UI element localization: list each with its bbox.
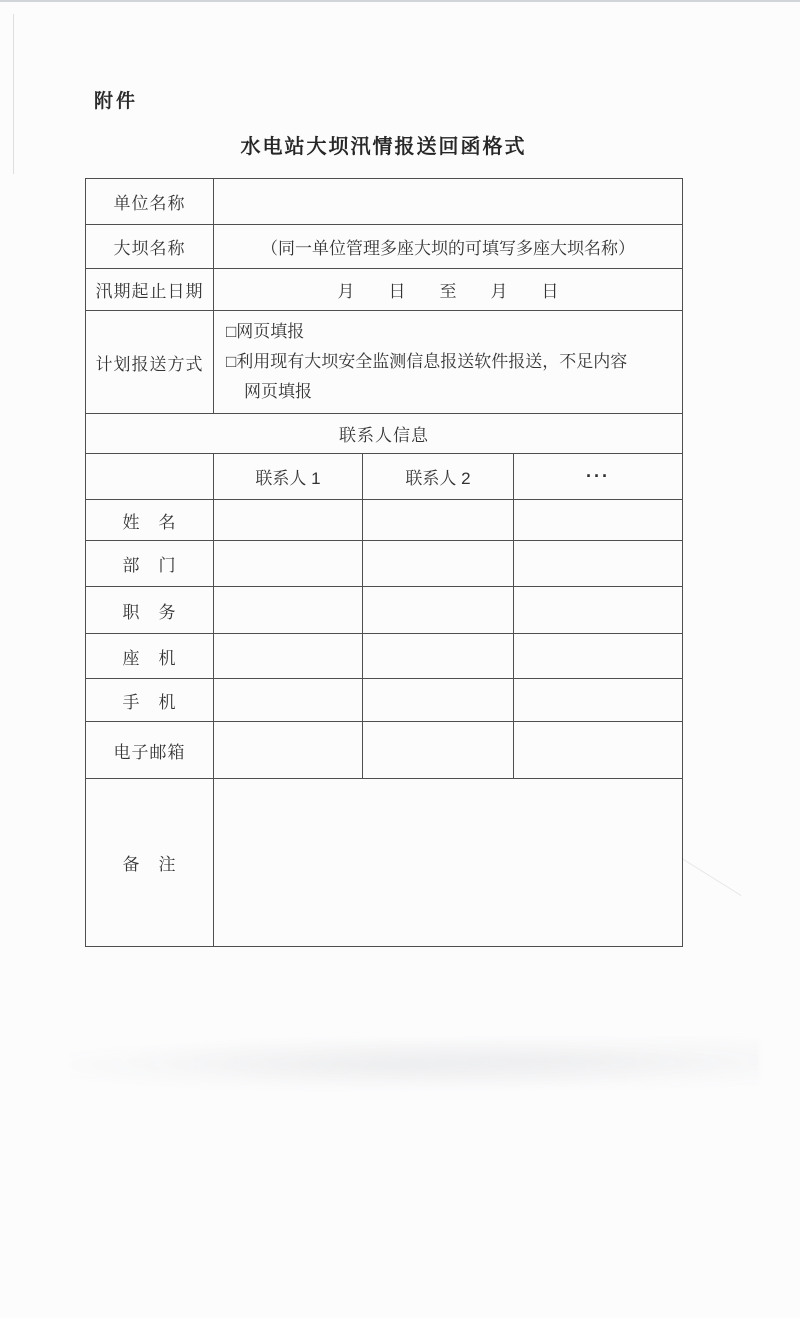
name-contact1-blank-cell	[214, 500, 363, 541]
landline-contact2-blank-cell	[363, 634, 514, 679]
contact-columns-blank-corner	[86, 454, 214, 500]
row-contact-name	[86, 500, 683, 541]
contacts-section-title: 联系人信息	[86, 414, 683, 454]
department-contact1-blank-cell	[214, 541, 363, 587]
row-flood-period	[86, 269, 683, 311]
row-remark	[86, 779, 683, 947]
name-contact3-blank-cell	[514, 500, 683, 541]
email-field-label: 电子邮箱	[86, 722, 214, 779]
scan-artifact-top-edge	[0, 0, 800, 2]
landline-field-label: 座 机	[86, 634, 214, 679]
more-contacts-ellipsis: ···	[514, 454, 683, 500]
checkbox-option-web-report: □网页填报	[226, 322, 305, 341]
mobile-field-label: 手 机	[86, 679, 214, 722]
scan-artifact-diagonal-mark	[681, 858, 741, 896]
position-field-label: 职 务	[86, 587, 214, 634]
row-contact-mobile	[86, 679, 683, 722]
name-contact2-blank-cell	[363, 500, 514, 541]
remark-label: 备 注	[86, 779, 214, 947]
email-contact3-blank-cell	[514, 722, 683, 779]
mobile-contact1-blank-cell	[214, 679, 363, 722]
report-method-label: 计划报送方式	[86, 311, 214, 414]
row-unit-name	[86, 179, 683, 225]
row-contact-landline	[86, 634, 683, 679]
attachment-label: 附件	[94, 91, 139, 112]
row-contact-department	[86, 541, 683, 587]
mobile-contact3-blank-cell	[514, 679, 683, 722]
scan-artifact-left-edge	[13, 14, 14, 174]
flood-period-value: 月 日 至 月 日	[214, 269, 683, 311]
name-field-label: 姓 名	[86, 500, 214, 541]
row-report-method	[86, 311, 683, 414]
email-contact2-blank-cell	[363, 722, 514, 779]
report-form-table	[85, 178, 683, 947]
department-contact2-blank-cell	[363, 541, 514, 587]
report-method-options	[214, 311, 683, 414]
email-contact1-blank-cell	[214, 722, 363, 779]
unit-name-label: 单位名称	[86, 179, 214, 225]
checkbox-option-software-report-line2: 网页填报	[244, 382, 312, 401]
row-contact-columns	[86, 454, 683, 500]
mobile-contact2-blank-cell	[363, 679, 514, 722]
remark-blank-cell	[214, 779, 683, 947]
landline-contact1-blank-cell	[214, 634, 363, 679]
scan-artifact-bleedthrough	[70, 1038, 760, 1093]
row-contact-position	[86, 587, 683, 634]
position-contact1-blank-cell	[214, 587, 363, 634]
department-contact3-blank-cell	[514, 541, 683, 587]
page-title: 水电站大坝汛情报送回函格式	[240, 136, 527, 158]
unit-name-blank-cell	[214, 179, 683, 225]
dam-name-note: （同一单位管理多座大坝的可填写多座大坝名称）	[214, 225, 683, 269]
position-contact2-blank-cell	[363, 587, 514, 634]
row-dam-name	[86, 225, 683, 269]
row-contacts-section-header	[86, 414, 683, 454]
checkbox-option-software-report-line1: □利用现有大坝安全监测信息报送软件报送，不足内容	[226, 352, 628, 371]
position-contact3-blank-cell	[514, 587, 683, 634]
department-field-label: 部 门	[86, 541, 214, 587]
flood-period-label: 汛期起止日期	[86, 269, 214, 311]
contact1-column-header: 联系人 1	[214, 454, 363, 500]
contact2-column-header: 联系人 2	[363, 454, 514, 500]
dam-name-label: 大坝名称	[86, 225, 214, 269]
landline-contact3-blank-cell	[514, 634, 683, 679]
row-contact-email	[86, 722, 683, 779]
